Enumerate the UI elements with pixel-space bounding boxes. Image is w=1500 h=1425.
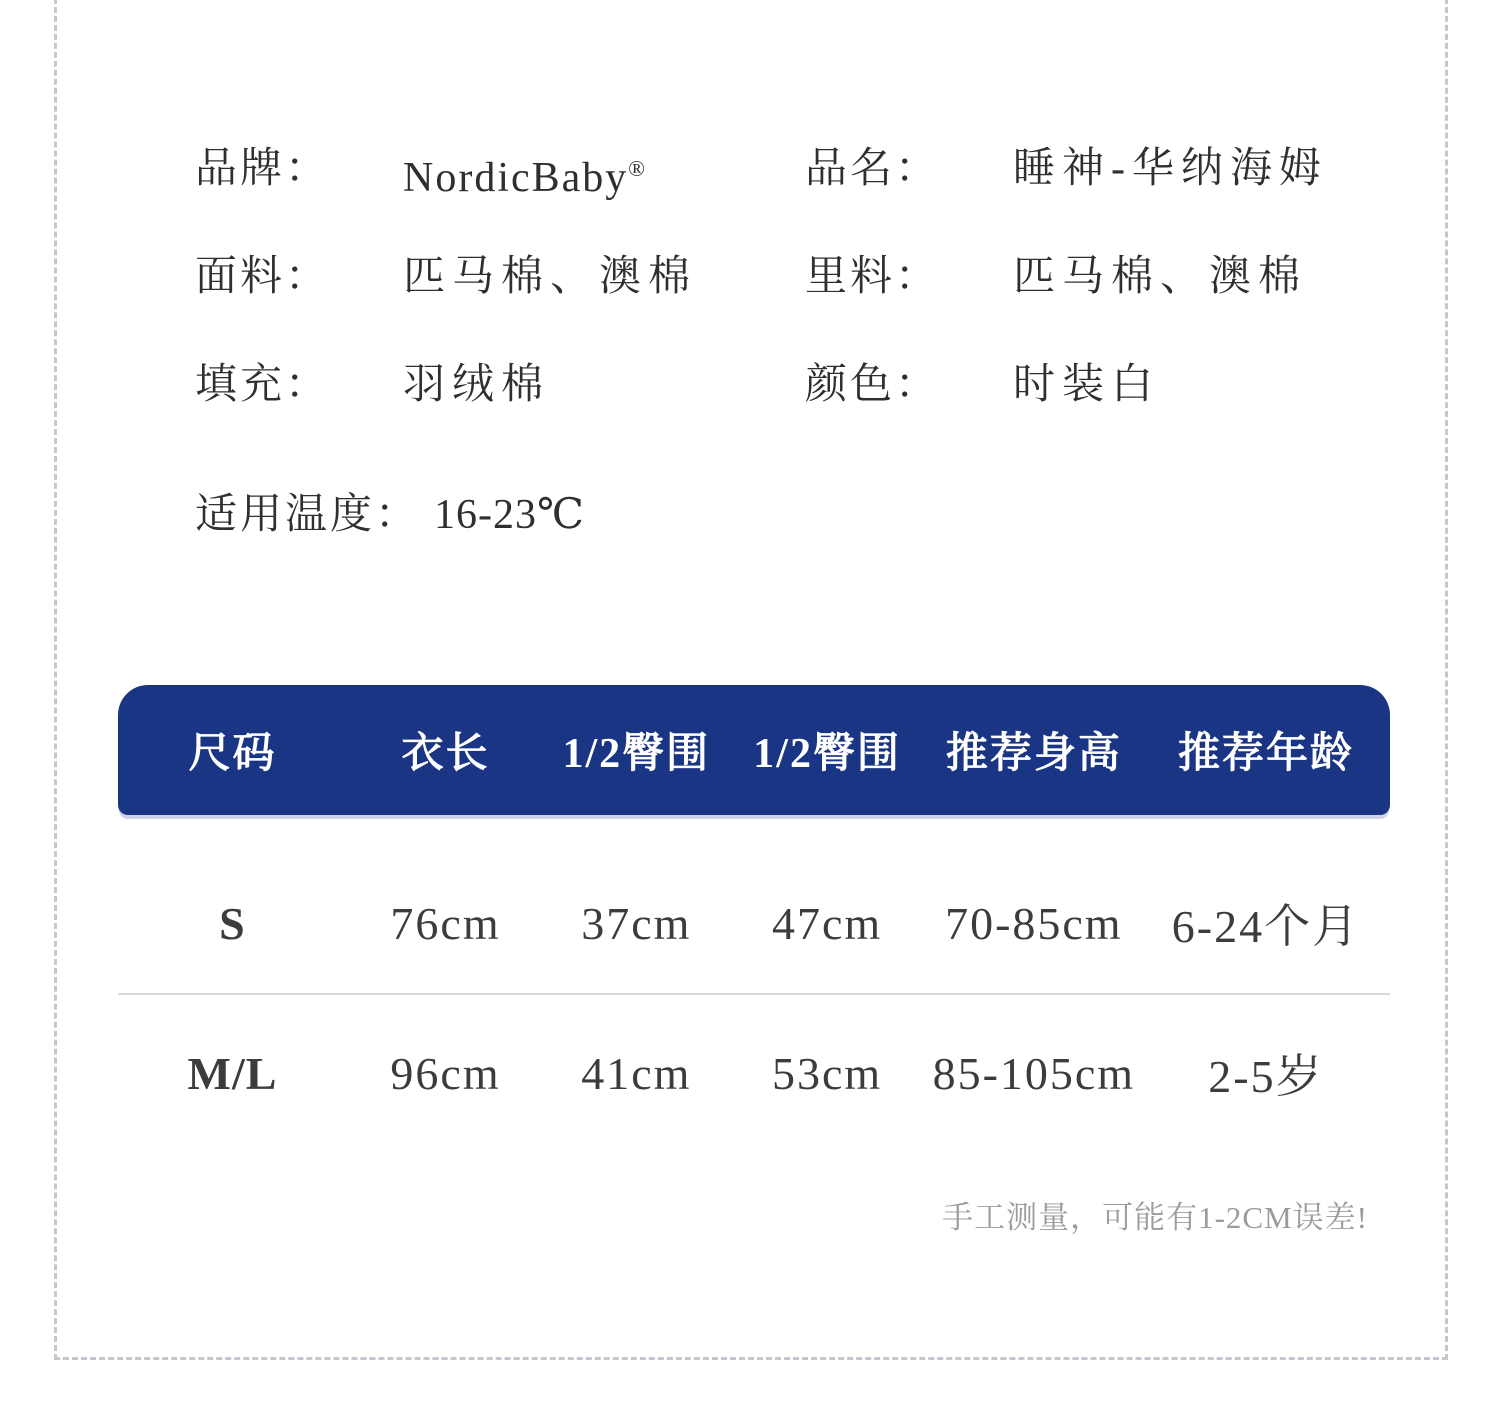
row-divider	[118, 993, 1390, 995]
product-name-label: 品名：	[805, 146, 941, 192]
brand-label: 品牌：	[195, 146, 331, 192]
cell-age-ml: 2-5岁	[1208, 1051, 1324, 1102]
brand-name: NordicBaby	[403, 155, 629, 201]
header-length: 衣长	[401, 731, 490, 777]
header-size: 尺码	[188, 731, 277, 777]
size-table-header	[118, 685, 1390, 815]
cell-height-ml: 85-105cm	[932, 1047, 1136, 1099]
attr-fabric	[195, 252, 805, 360]
cell-half-hip1-s: 37cm	[581, 897, 692, 949]
header-half-hip-1: 1/2臀围	[562, 731, 711, 777]
product-name-value: 睡神-华纳海姆	[1013, 146, 1328, 192]
size-table	[118, 685, 1390, 1113]
registered-trademark-icon: ®	[628, 156, 646, 181]
cell-half-hip1-ml: 41cm	[581, 1047, 692, 1099]
filling-label: 填充：	[195, 362, 331, 408]
attr-color	[805, 360, 1375, 468]
temperature-value: 16-23℃	[434, 492, 585, 538]
lining-label: 里料：	[805, 254, 941, 300]
attr-lining	[805, 252, 1375, 360]
color-label: 颜色：	[805, 362, 941, 408]
product-attributes	[195, 144, 1375, 468]
cell-age-s: 6-24个月	[1171, 901, 1361, 952]
header-half-hip-2: 1/2臀围	[753, 731, 901, 777]
attr-temperature	[195, 490, 585, 540]
table-row-s	[118, 883, 1390, 963]
filling-value: 羽绒棉	[403, 362, 551, 408]
temperature-label: 适用温度：	[195, 492, 421, 538]
cell-length-s: 76cm	[390, 897, 501, 949]
cell-size-s: S	[219, 897, 246, 949]
attr-brand	[195, 144, 805, 252]
fabric-value: 匹马棉、澳棉	[403, 254, 698, 300]
cell-half-hip2-ml: 53cm	[772, 1047, 883, 1099]
cell-length-ml: 96cm	[390, 1047, 501, 1099]
attr-product-name	[805, 144, 1375, 252]
color-value: 时装白	[1013, 362, 1161, 408]
cell-height-s: 70-85cm	[945, 897, 1123, 949]
table-row-ml	[118, 1033, 1390, 1113]
brand-value	[403, 144, 645, 203]
header-recommended-height: 推荐身高	[945, 731, 1122, 777]
attr-filling	[195, 360, 805, 468]
cell-size-ml: M/L	[187, 1047, 278, 1099]
cell-half-hip2-s: 47cm	[772, 897, 883, 949]
header-recommended-age: 推荐年龄	[1177, 731, 1354, 777]
measurement-disclaimer: 手工测量，可能有1-2CM误差!	[942, 1200, 1368, 1235]
fabric-label: 面料：	[195, 254, 331, 300]
lining-value: 匹马棉、澳棉	[1013, 254, 1308, 300]
